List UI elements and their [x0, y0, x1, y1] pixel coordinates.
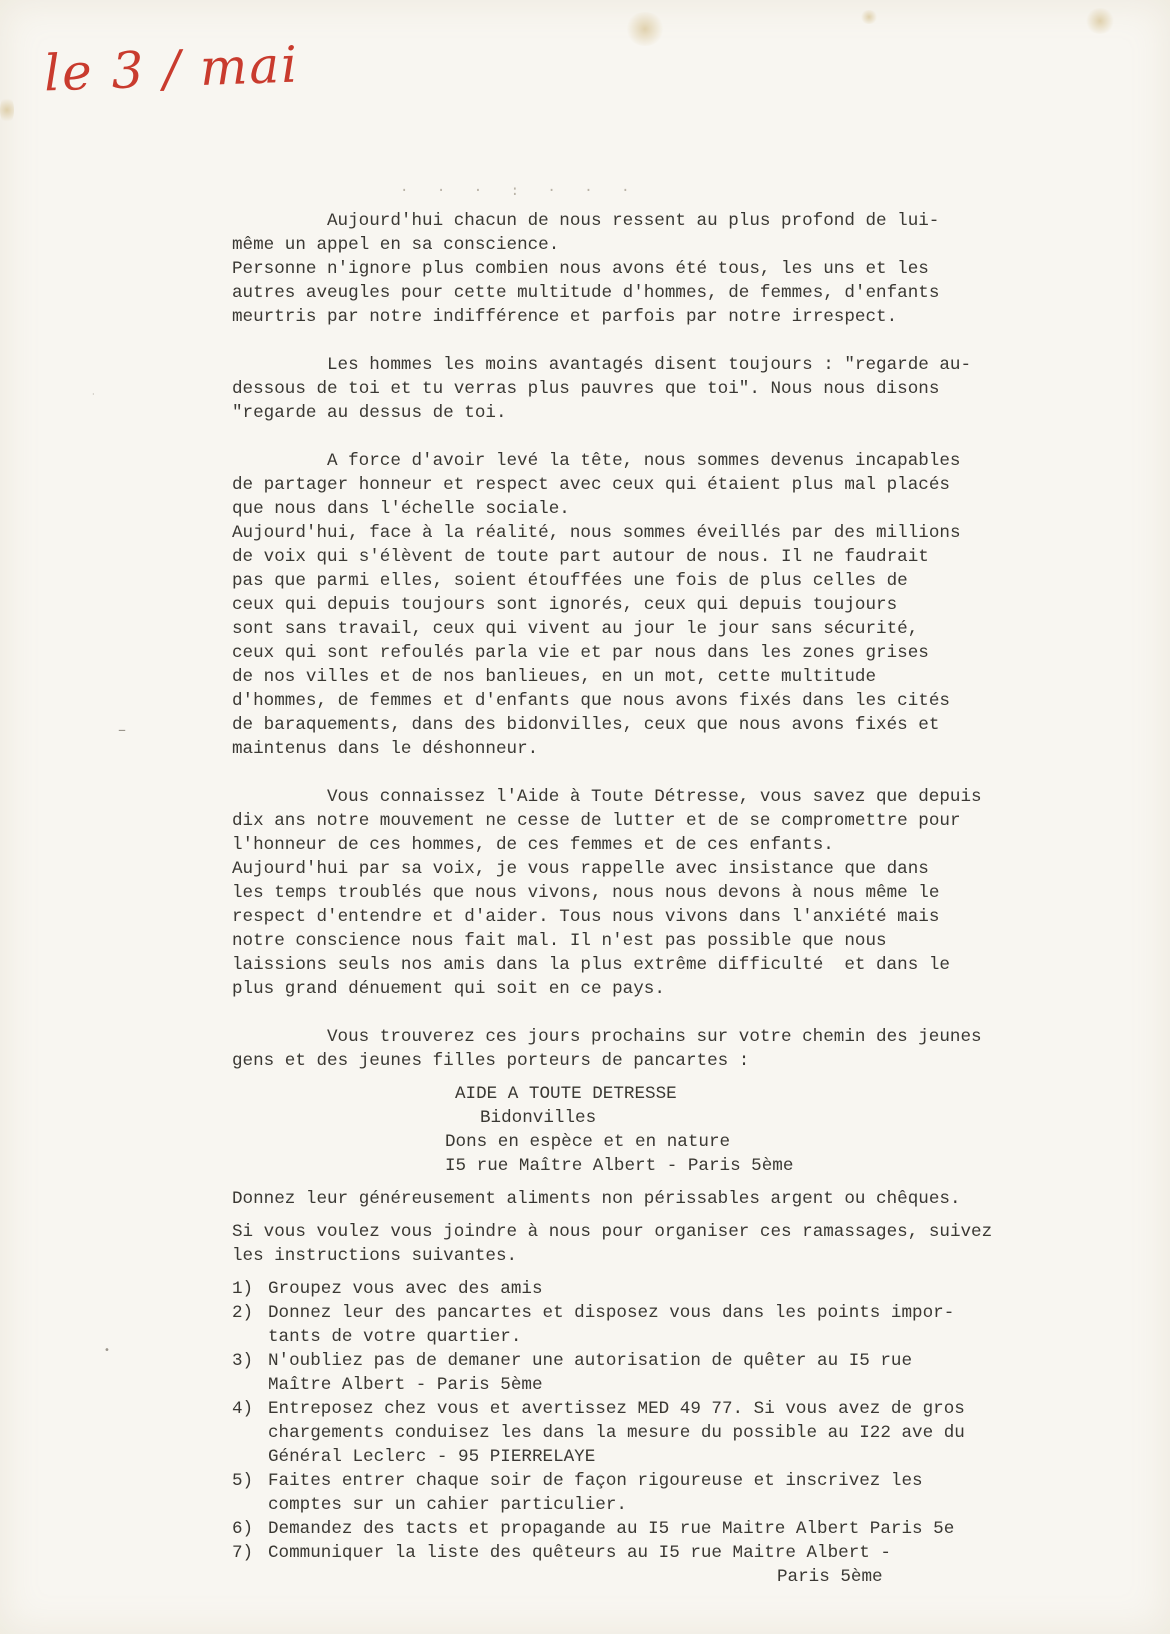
- placard-line: Bidonvilles: [480, 1108, 597, 1128]
- join-paragraph: [232, 1220, 1092, 1268]
- text-line: Aujourd'hui, face à la réalité, nous sommes éveillés par des millions: [232, 523, 961, 543]
- list-item: [232, 1301, 1092, 1325]
- text-line: l'honneur de ces hommes, de ces femmes et de ces enfants.: [232, 835, 834, 855]
- text-line: ceux qui sont refoulés parla vie et par nous dans les zones grises: [232, 643, 929, 663]
- text-line: de baraquements, dans des bidonvilles, ceux que nous avons fixés et: [232, 715, 940, 735]
- text-line: Si vous voulez vous joindre à nous pour organiser ces ramassages, suivez: [232, 1222, 993, 1242]
- paper-stain: [625, 12, 665, 46]
- text-line: de voix qui s'élèvent de toute part autour de nous. Il ne faudrait: [232, 547, 929, 567]
- text-line: meurtris par notre indifférence et parfois par notre irrespect.: [232, 307, 898, 327]
- text-line: laissions seuls nos amis dans la plus extrême difficulté et dans le: [232, 955, 950, 975]
- paper-stain: [0, 95, 14, 125]
- donate-line: Donnez leur généreusement aliments non périssables argent ou chêques.: [232, 1189, 961, 1209]
- intro-paragraph: [232, 209, 1092, 329]
- list-item-text: Communiquer la liste des quêteurs au I5 rue Maitre Albert -: [268, 1543, 891, 1563]
- text-line: respect d'entendre et d'aider. Tous nous vivons dans l'anxiété mais: [232, 907, 940, 927]
- instruction-list: [232, 1277, 1092, 1589]
- list-item: [232, 1277, 1092, 1301]
- list-item-continuation: comptes sur un cahier particulier.: [268, 1495, 627, 1515]
- list-item-continuation: Maître Albert - Paris 5ème: [268, 1375, 543, 1395]
- margin-dot: •: [104, 1345, 110, 1356]
- text-line: pas que parmi elles, soient étouffées une fois de plus celles de: [232, 571, 908, 591]
- text-line: notre conscience nous fait mal. Il n'est pas possible que nous: [232, 931, 887, 951]
- list-number: 5): [232, 1471, 254, 1491]
- list-item-continuation: chargements conduisez les dans la mesure du possible au I22 ave du: [268, 1423, 965, 1443]
- paragraph-2: [232, 353, 1092, 425]
- margin-dot: ·: [92, 390, 95, 399]
- list-item-text: N'oubliez pas de demaner une autorisation de quêter au I5 rue: [268, 1351, 913, 1371]
- text-line: Vous connaissez l'Aide à Toute Détresse, vous savez que depuis: [327, 787, 982, 807]
- list-item-text: Entreposez chez vous et avertissez MED 49 77. Si vous avez de gros: [268, 1399, 965, 1419]
- text-line: de nos villes et de nos banlieues, en un mot, cette multitude: [232, 667, 877, 687]
- closing-line: Paris 5ème: [777, 1567, 883, 1587]
- text-line: de partager honneur et respect avec ceux qui étaient plus mal placés: [232, 475, 950, 495]
- list-item-continuation: tants de votre quartier.: [268, 1327, 522, 1347]
- list-number: 2): [232, 1303, 254, 1323]
- text-line: maintenus dans le déshonneur.: [232, 739, 539, 759]
- text-line: Vous trouverez ces jours prochains sur votre chemin des jeunes: [327, 1027, 982, 1047]
- list-number: 1): [232, 1279, 254, 1299]
- list-item-text: Demandez des tacts et propagande au I5 rue Maitre Albert Paris 5e: [268, 1519, 955, 1539]
- text-line: d'hommes, de femmes et d'enfants que nous avons fixés dans les cités: [232, 691, 950, 711]
- handwritten-date: le 3 / mai: [43, 35, 301, 103]
- placard-line: I5 rue Maître Albert - Paris 5ème: [445, 1156, 794, 1176]
- list-number: 3): [232, 1351, 254, 1371]
- placard-line: Dons en espèce et en nature: [445, 1132, 731, 1152]
- text-line: sont sans travail, ceux qui vivent au jour le jour sans sécurité,: [232, 619, 919, 639]
- text-line: plus grand dénuement qui soit en ce pays.: [232, 979, 665, 999]
- paragraph-4: [232, 785, 1092, 1001]
- text-line: les instructions suivantes.: [232, 1246, 518, 1266]
- text-line: Aujourd'hui par sa voix, je vous rappelle avec insistance que dans: [232, 859, 929, 879]
- letter-body: [232, 209, 1092, 1589]
- text-line: que nous dans l'échelle sociale.: [232, 499, 570, 519]
- placard-text: [232, 1082, 1092, 1178]
- text-line: dix ans notre mouvement ne cesse de lutter et de se compromettre pour: [232, 811, 961, 831]
- text-line: même un appel en sa conscience.: [232, 235, 560, 255]
- text-line: A force d'avoir levé la tête, nous sommes devenus incapables: [327, 451, 961, 471]
- paper-stain: [860, 10, 878, 24]
- text-line: ceux qui depuis toujours sont ignorés, ceux qui depuis toujours: [232, 595, 898, 615]
- list-number: 7): [232, 1543, 254, 1563]
- list-item-text: Donnez leur des pancartes et disposez vous dans les points impor-: [268, 1303, 955, 1323]
- faint-typed-marks: · · · : · · ·: [400, 183, 640, 199]
- paragraph-3: [232, 449, 1092, 761]
- list-number: 6): [232, 1519, 254, 1539]
- paper-stain: [1085, 8, 1115, 34]
- text-line: Aujourd'hui chacun de nous ressent au plus profond de lui-: [327, 211, 940, 231]
- list-item: [232, 1349, 1092, 1373]
- text-line: Les hommes les moins avantagés disent toujours : "regarde au-: [327, 355, 972, 375]
- text-line: dessous de toi et tu verras plus pauvres que toi". Nous nous disons: [232, 379, 940, 399]
- list-item-text: Faites entrer chaque soir de façon rigoureuse et inscrivez les: [268, 1471, 923, 1491]
- list-item: [232, 1397, 1092, 1421]
- list-number: 4): [232, 1399, 254, 1419]
- paragraph-5: [232, 1025, 1092, 1073]
- list-item: [232, 1517, 1092, 1541]
- text-line: gens et des jeunes filles porteurs de pancartes :: [232, 1051, 750, 1071]
- list-item-continuation: Général Leclerc - 95 PIERRELAYE: [268, 1447, 596, 1467]
- list-item-text: Groupez vous avec des amis: [268, 1279, 543, 1299]
- list-item: [232, 1541, 1092, 1565]
- text-line: Personne n'ignore plus combien nous avons été tous, les uns et les: [232, 259, 929, 279]
- text-line: autres aveugles pour cette multitude d'hommes, de femmes, d'enfants: [232, 283, 940, 303]
- text-line: les temps troublés que nous vivons, nous nous devons à nous même le: [232, 883, 940, 903]
- text-line: "regarde au dessus de toi.: [232, 403, 507, 423]
- margin-dash: –: [118, 720, 126, 739]
- list-item: [232, 1469, 1092, 1493]
- placard-line: AIDE A TOUTE DETRESSE: [455, 1084, 677, 1104]
